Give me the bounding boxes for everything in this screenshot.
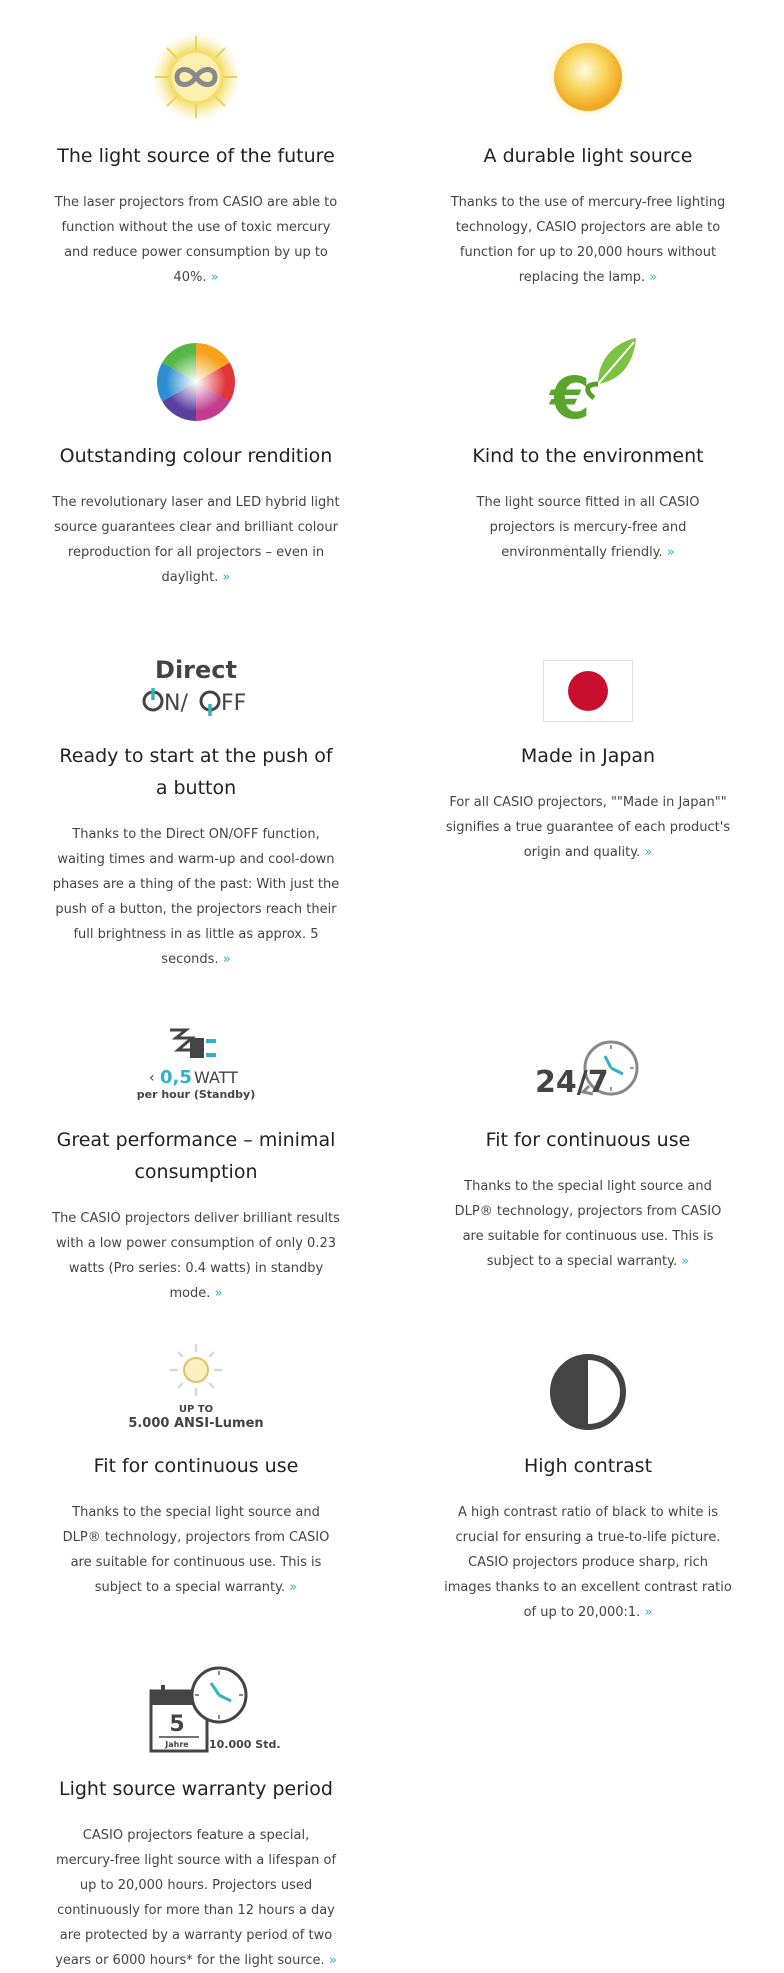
read-more-link[interactable]: » [328, 1953, 337, 1968]
svg-text:€: € [549, 364, 591, 432]
svg-text:FF: FF [221, 691, 247, 716]
feature-text: Thanks to the special light source and DLP® technology, projectors from CASIO are suitable for continuous use. This is subject to a special warranty. » [454, 1179, 722, 1269]
svg-text:5: 5 [169, 1712, 185, 1737]
feature-text: The laser projectors from CASIO are able to function without the use of toxic mercury and reduce power consumption by up to 40%. » [54, 195, 338, 285]
feature-light-source-future [0, 24, 392, 290]
read-more-link[interactable]: » [681, 1254, 690, 1269]
feature-high-contrast [392, 1346, 784, 1625]
row-gap [0, 1306, 392, 1346]
feature-title: A durable light source [483, 145, 693, 167]
svg-text:5.000 ANSI-Lumen: 5.000 ANSI-Lumen [128, 1416, 264, 1431]
row-gap [392, 590, 784, 638]
feature-environment [392, 342, 784, 590]
feature-title: Ready to start at the push of a button [59, 745, 333, 799]
svg-text:WATT: WATT [194, 1068, 238, 1087]
feature-text: Thanks to the special light source and DLP® technology, projectors from CASIO are suitable for continuous use. This is subject to a special warranty. » [62, 1505, 330, 1595]
feature-text: The CASIO projectors deliver brilliant results with a low power consumption of only 0.23 watts (Pro series: 0.4 watts) in standby mode. » [52, 1211, 340, 1301]
read-more-link[interactable]: » [210, 270, 219, 285]
feature-continuous-use [392, 1020, 784, 1306]
feature-text: The light source fitted in all CASIO projectors is mercury-free and environmentally friendly. » [476, 495, 700, 560]
feature-text: CASIO projectors feature a special, mercury-free light source with a lifespan of up to 20,000 hours. Projectors used continuously for more than 12 hours a day are protected by a warranty period of two years or 6000 hours* for the light source. » [55, 1828, 337, 1968]
svg-text:per hour (Standby): per hour (Standby) [136, 1088, 256, 1101]
lumen-sun-icon [128, 1342, 264, 1432]
feature-title: Light source warranty period [58, 1778, 333, 1800]
feature-title: Outstanding colour rendition [59, 445, 333, 467]
row-gap [392, 290, 784, 342]
feature-title: The light source of the future [57, 145, 335, 167]
feature-title: Fit for continuous use [485, 1129, 691, 1151]
contrast-icon [548, 1352, 628, 1432]
feature-text: Thanks to the use of mercury-free lighting technology, CASIO projectors are able to function for up to 20,000 hours without replacing the lamp. » [450, 195, 726, 285]
power-plug-icon [136, 1026, 256, 1106]
feature-title: Kind to the environment [472, 445, 704, 467]
clock-24-7-icon [533, 1036, 643, 1106]
infinity-sun-icon [151, 32, 241, 122]
feature-title: Fit for continuous use [93, 1455, 299, 1477]
read-more-link[interactable]: » [214, 1286, 223, 1301]
feature-direct-on-off [0, 638, 392, 972]
svg-text:Direct: Direct [155, 656, 237, 684]
svg-text:Jahre: Jahre [165, 1740, 189, 1749]
row-gap [392, 972, 784, 1020]
feature-text: For all CASIO projectors, ""Made in Japan"" signifies a true guarantee of each product's origin and quality. » [445, 795, 731, 860]
read-more-link[interactable]: » [289, 1580, 298, 1595]
feature-text: Thanks to the Direct ON/OFF function, waiting times and warm-up and cool-down phases are a thing of the past: With just the push of a button, the projectors reach their full brightness in as little as approx. 5 seconds. » [52, 827, 340, 967]
row-gap [0, 590, 392, 638]
colour-wheel-icon [156, 342, 236, 422]
read-more-link[interactable]: » [666, 545, 675, 560]
svg-text:‹: ‹ [149, 1070, 155, 1086]
feature-made-in-japan [392, 638, 784, 972]
euro-leaf-icon [540, 336, 636, 432]
feature-minimal-consumption [0, 1020, 392, 1306]
row-gap [392, 1625, 784, 1663]
read-more-link[interactable]: » [649, 270, 658, 285]
row-gap [0, 972, 392, 1020]
svg-text:N/: N/ [164, 691, 188, 716]
svg-text:24/7: 24/7 [535, 1065, 609, 1100]
svg-text:UP TO: UP TO [178, 1404, 214, 1415]
direct-on-off-icon [136, 652, 256, 722]
feature-text: The revolutionary laser and LED hybrid light source guarantees clear and brilliant colour reproduction for all projectors – even in daylight. » [52, 495, 340, 585]
feature-lumen [0, 1346, 392, 1625]
svg-text:0,5: 0,5 [160, 1067, 192, 1088]
feature-warranty-period [0, 1663, 392, 1973]
feature-title: Made in Japan [520, 745, 656, 767]
row-gap [392, 1306, 784, 1346]
row-gap [0, 290, 392, 342]
read-more-link[interactable]: » [644, 845, 653, 860]
feature-title: High contrast [523, 1455, 653, 1477]
feature-text: A high contrast ratio of black to white is crucial for ensuring a true-to-life picture. CASIO projectors produce sharp, rich images thanks to an excellent contrast ratio of up to 20,000:1. » [444, 1505, 732, 1620]
feature-title: Great performance – minimal consumption [56, 1129, 336, 1183]
svg-text:10.000 Std.: 10.000 Std. [209, 1738, 281, 1751]
read-more-link[interactable]: » [222, 952, 231, 967]
row-gap [0, 1625, 392, 1663]
sun-orb-icon [543, 32, 633, 122]
calendar-clock-icon [131, 1665, 281, 1755]
japan-flag-icon [543, 660, 633, 722]
read-more-link[interactable]: » [222, 570, 231, 585]
read-more-link[interactable]: » [644, 1605, 653, 1620]
feature-durable-light-source [392, 24, 784, 290]
feature-colour-rendition [0, 342, 392, 590]
